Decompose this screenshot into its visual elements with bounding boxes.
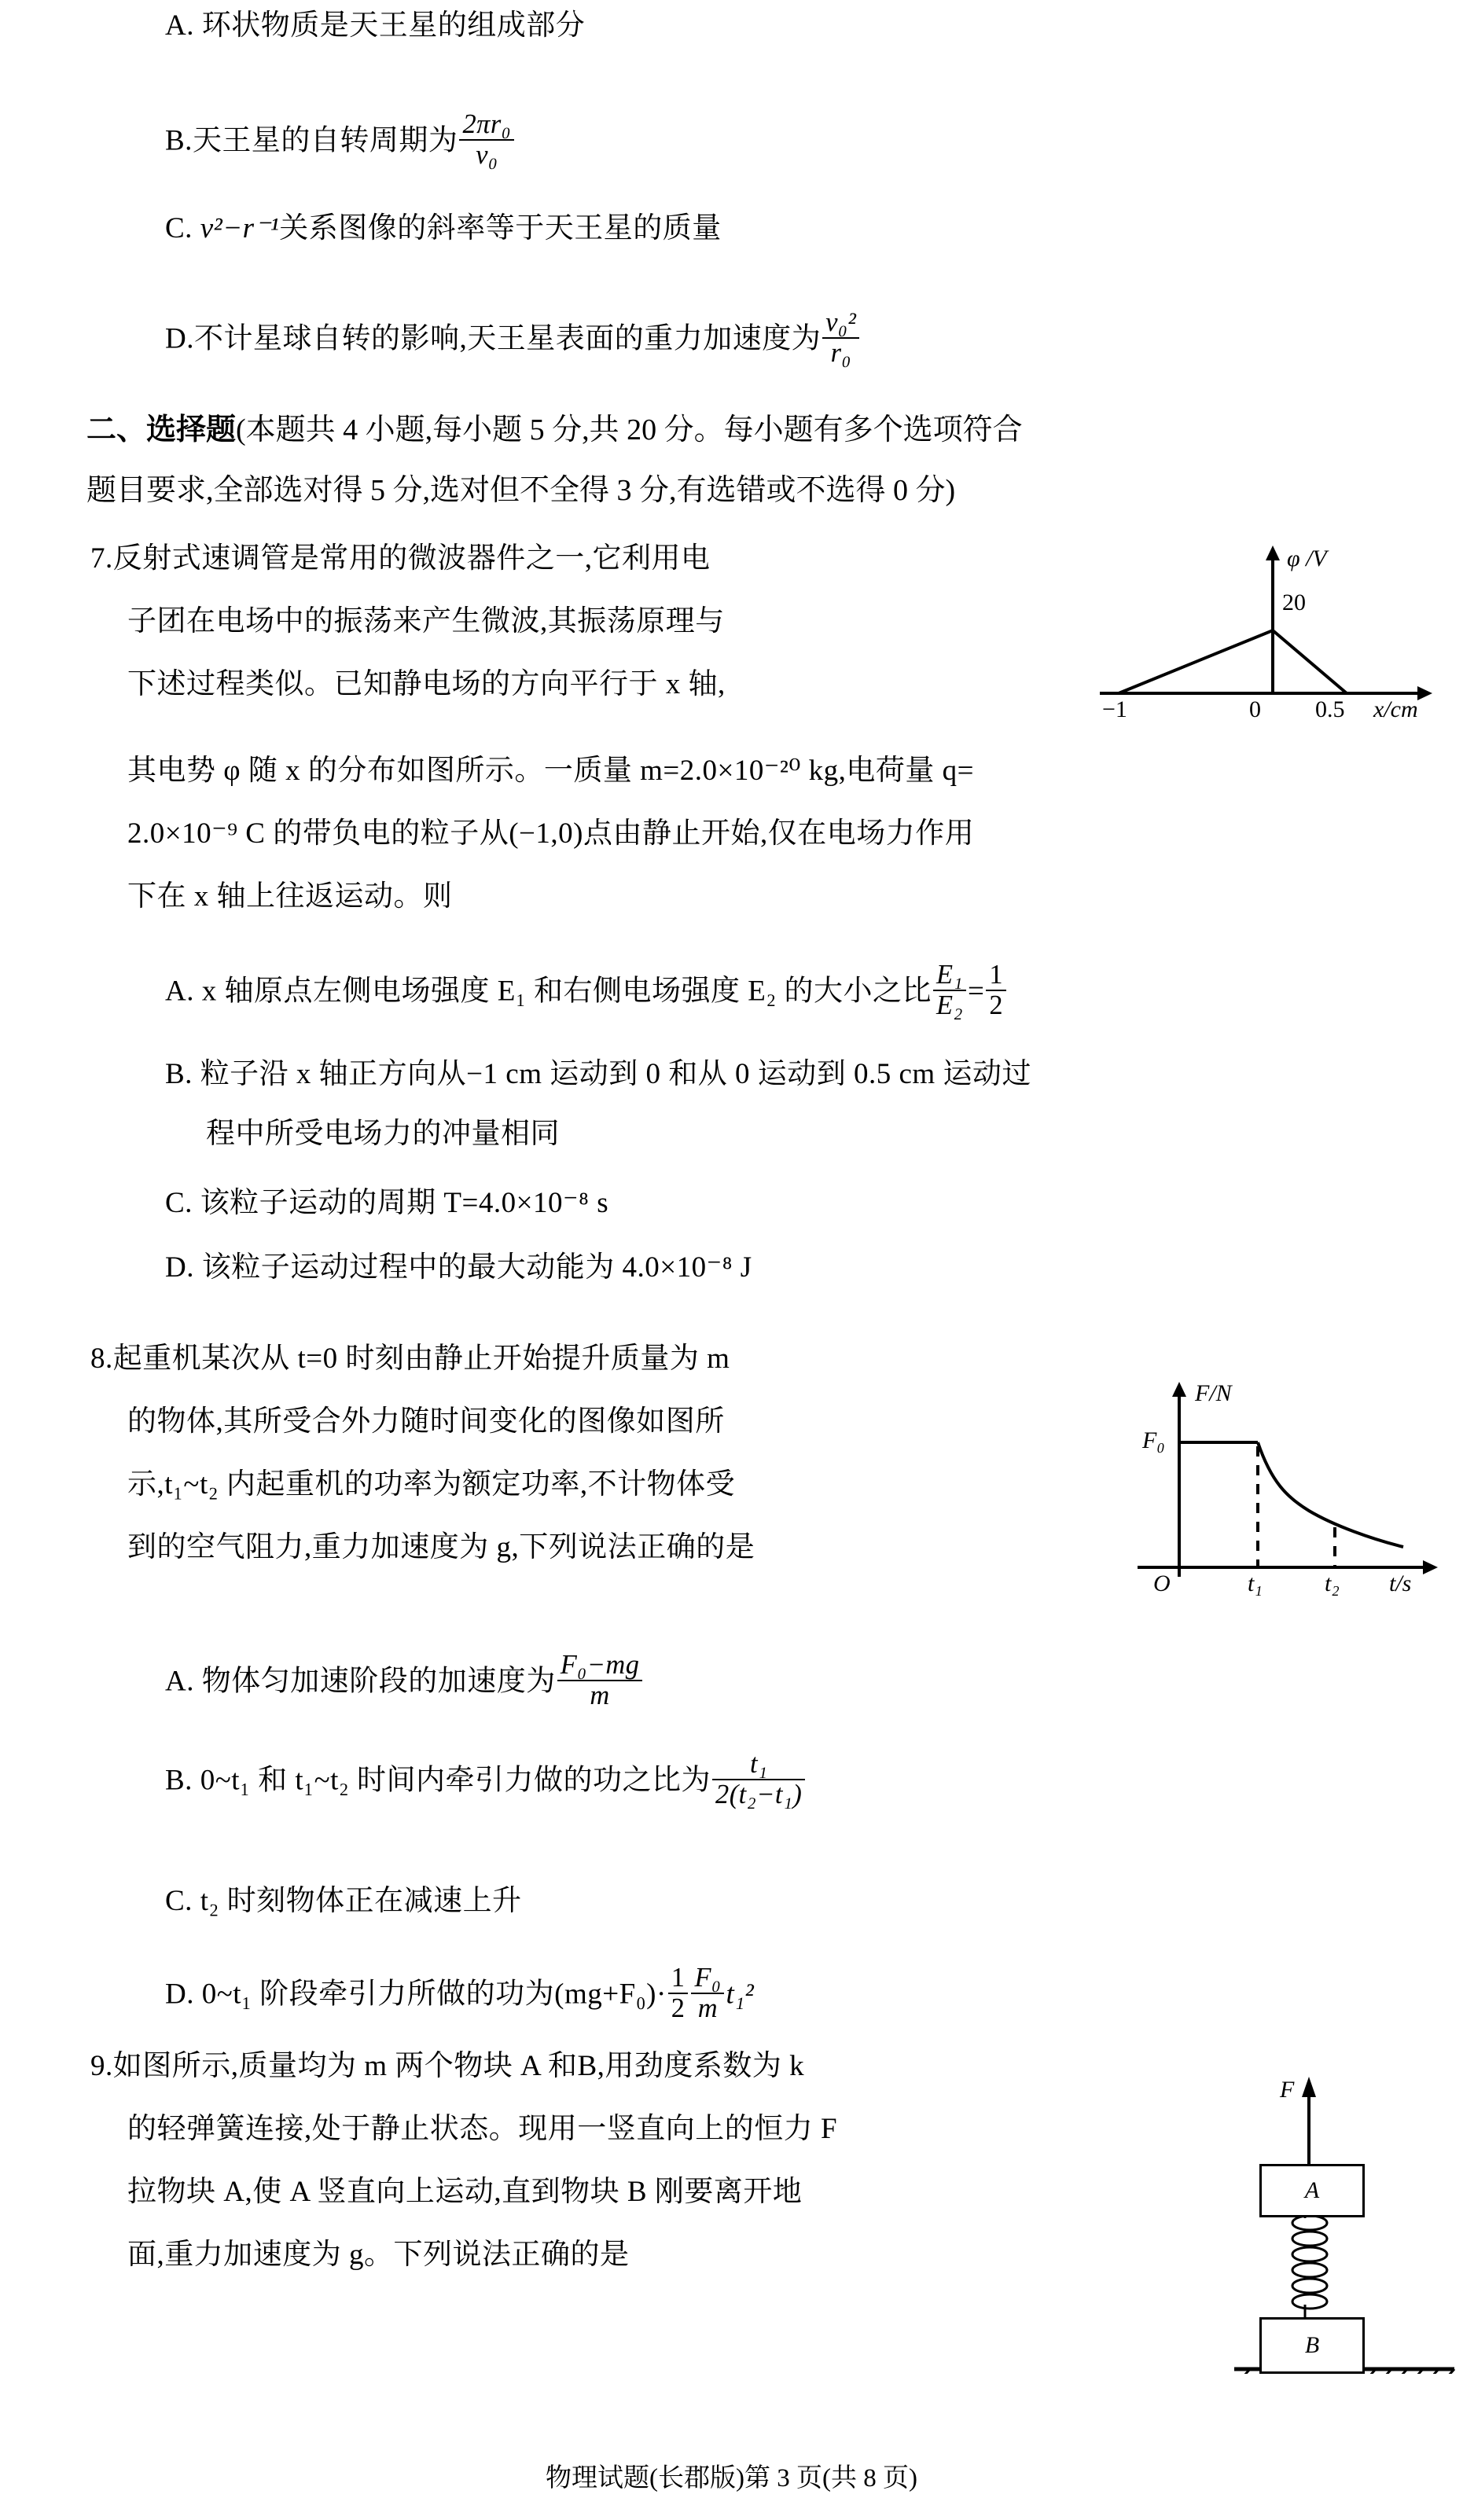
q6-option-d [165, 308, 861, 368]
q7-x-axis-label: x/cm [1373, 696, 1418, 722]
section-heading-desc2: 题目要求,全部选对得 5 分,选对但不全得 3 分,有选错或不选得 0 分) [86, 474, 956, 507]
q7-plot-line [1065, 542, 1458, 711]
q8-body-line-4: 到的空气阻力,重力加速度为 g,下列说法正确的是 [127, 1531, 755, 1563]
q6-option-b-text: 天王星的自转周期为 [192, 124, 458, 157]
q7-number-line [90, 544, 711, 573]
q7-body-row-3 [127, 670, 726, 699]
q8-x-tick-t1: t₁ [1248, 1570, 1263, 1596]
q7-option-a-lhs-numerator: E₁ [936, 960, 963, 990]
section-heading-line1 [86, 405, 1023, 448]
q6-option-c-label: C. [165, 212, 193, 244]
q8-option-d-label: D. [165, 1978, 194, 2011]
q7-x-tick-left: −1 [1102, 696, 1127, 722]
q6-option-a [165, 11, 585, 40]
q7-option-a-fraction-rhs [986, 961, 1006, 1020]
q7-body-row-2 [127, 607, 725, 636]
q8-option-d [165, 1963, 754, 2023]
q7-body-row-6 [127, 882, 453, 911]
q7-body-row-5 [127, 819, 974, 848]
q9-body-row-4 [127, 2240, 630, 2269]
q9-number-line [90, 2052, 804, 2081]
q8-body-row-2 [127, 1407, 725, 1436]
q8-x-tick-t2: t₂ [1325, 1570, 1340, 1596]
q8-option-d-tail: t₁² [726, 1978, 755, 2011]
q7-option-a-equals: = [967, 975, 985, 1008]
q7-option-a-fraction-lhs [933, 961, 966, 1020]
q9-body-line-4: 面,重力加速度为 g。下列说法正确的是 [127, 2239, 630, 2271]
q8-body-line-2: 的物体,其所受合外力随时间变化的图像如图所 [127, 1405, 725, 1438]
q6-option-c-expression: v²−r⁻¹ [200, 212, 280, 244]
q7-body-line-3: 下述过程类似。已知静电场的方向平行于 x 轴, [127, 668, 726, 700]
q8-figure [1089, 1336, 1458, 1596]
q9-body-line-1: 如图所示,质量均为 m 两个物块 A 和B,用劲度系数为 k [112, 2050, 805, 2082]
q8-y-axis-label: F/N [1195, 1380, 1232, 1406]
section-heading-title: 二、选择题 [86, 413, 237, 446]
q7-option-d [165, 1253, 752, 1282]
q7-option-c [165, 1188, 608, 1218]
q7-option-c-label: C. [165, 1187, 193, 1219]
q8-option-c-text: t₂ 时刻物体正在减速上升 [200, 1885, 522, 1917]
q8-option-a-numerator: F₀−mg [560, 1650, 640, 1680]
q7-body-line-6: 下在 x 轴上往返运动。则 [127, 880, 453, 913]
q8-number: 8. [90, 1343, 113, 1375]
q7-body-line-5: 2.0×10⁻⁹ C 的带负电的粒子从(−1,0)点由静止开始,仅在电场力作用 [127, 817, 975, 850]
page-footer [0, 2457, 1463, 2494]
q7-option-a [165, 961, 1008, 1020]
q6-option-a-text: 环状物质是天王星的组成部分 [201, 9, 586, 42]
q7-x-tick-origin: 0 [1249, 696, 1261, 722]
q8-option-a [165, 1651, 644, 1710]
q6-option-d-fraction [822, 308, 859, 368]
q8-option-d-frac1-denominator: 2 [668, 1993, 689, 2023]
q9-block-b [1259, 2317, 1365, 2374]
q9-block-a [1259, 2164, 1365, 2217]
q7-option-d-label: D. [165, 1251, 194, 1284]
q9-force-label: F [1280, 2077, 1295, 2103]
q6-option-d-numerator: v₀² [825, 307, 857, 337]
q8-option-b-label: B. [165, 1764, 193, 1797]
q8-body-row-4 [127, 1533, 755, 1562]
q8-option-d-text: 0~t₁ 阶段牵引力所做的功为(mg+F₀)· [201, 1978, 667, 2011]
q8-y-tick-label: F₀ [1142, 1427, 1165, 1453]
q6-option-b-label: B. [165, 124, 193, 157]
q6-option-a-label: A. [165, 9, 194, 42]
q9-figure [1226, 2044, 1462, 2374]
q8-option-a-text: 物体匀加速阶段的加速度为 [201, 1665, 556, 1698]
q7-body-line-2: 子团在电场中的振荡来产生微波,其振荡原理与 [127, 605, 725, 637]
q8-option-a-label: A. [165, 1665, 194, 1698]
section-heading-line2 [86, 465, 955, 509]
q8-option-d-frac1-numerator: 1 [671, 1963, 686, 1993]
q6-option-d-text: 不计星球自转的影响,天王星表面的重力加速度为 [193, 322, 822, 355]
q7-option-b-label: B. [165, 1058, 193, 1090]
footer-text: 物理试题(长郡版)第 3 页(共 8 页) [546, 2464, 917, 2492]
q7-option-a-rhs-denominator: 2 [986, 990, 1006, 1020]
q8-option-b-fraction [712, 1750, 805, 1809]
q7-option-b-line1: 粒子沿 x 轴正方向从−1 cm 运动到 0 和从 0 运动到 0.5 cm 运动过 [200, 1058, 1031, 1090]
q9-body-row-3 [127, 2177, 802, 2206]
q8-option-b-denominator: 2(t₂−t₁) [712, 1779, 805, 1809]
q9-body-line-2: 的轻弹簧连接,处于静止状态。现用一竖直向上的恒力 F [127, 2113, 838, 2145]
q7-option-b-row1 [165, 1060, 1031, 1089]
q7-y-axis-label: φ /V [1287, 546, 1327, 571]
q8-option-a-denominator: m [557, 1680, 643, 1710]
q9-number: 9. [90, 2050, 113, 2082]
q8-option-c [165, 1886, 522, 1916]
q9-block-a-label: A [1304, 2177, 1320, 2203]
q8-body-line-3: 示,t₁~t₂ 内起重机的功率为额定功率,不计物体受 [127, 1468, 736, 1501]
q8-origin-label: O [1153, 1570, 1171, 1596]
q8-option-d-fraction-half [668, 1963, 689, 2023]
q9-body-line-3: 拉物块 A,使 A 竖直向上运动,直到物块 B 刚要离开地 [127, 2176, 803, 2208]
section-heading-desc1: (本题共 4 小题,每小题 5 分,共 20 分。每小题有多个选项符合 [236, 413, 1023, 446]
q8-option-b [165, 1750, 807, 1809]
q7-body-line-4: 其电势 φ 随 x 的分布如图所示。一质量 m=2.0×10⁻²⁰ kg,电荷量 q= [127, 755, 974, 787]
q6-option-b-numerator: 2πr₀ [462, 109, 512, 139]
q7-option-a-label: A. [165, 975, 194, 1008]
q7-option-a-lhs-denominator: E₂ [933, 990, 966, 1020]
q6-option-c [165, 214, 722, 243]
q8-x-axis-label: t/s [1389, 1570, 1412, 1596]
q6-option-b-fraction [459, 110, 514, 170]
q9-block-b-label: B [1304, 2332, 1320, 2358]
q8-body-row-3 [127, 1470, 735, 1499]
q6-option-d-label: D. [165, 322, 194, 355]
q7-number: 7. [90, 542, 113, 575]
q8-body-line-1: 起重机某次从 t=0 时刻由静止开始提升质量为 m [112, 1343, 730, 1375]
q8-plot-curve [1089, 1336, 1458, 1580]
q8-option-d-frac2-numerator: F₀ [694, 1963, 722, 1993]
q7-option-b-line2: 程中所受电场力的冲量相同 [206, 1118, 560, 1150]
q6-option-b [165, 110, 516, 170]
spring-coils [1292, 2216, 1327, 2309]
q8-option-d-fraction-f0m [691, 1963, 724, 2023]
q6-option-d-denominator: r₀ [822, 337, 859, 368]
q8-number-line [90, 1344, 730, 1373]
q7-option-d-text: 该粒子运动过程中的最大动能为 4.0×10⁻⁸ J [201, 1251, 752, 1284]
q7-body-row-4 [127, 756, 974, 785]
q7-option-a-rhs-numerator: 1 [989, 960, 1004, 990]
q8-option-b-numerator: t₁ [749, 1749, 768, 1779]
q7-figure [1065, 542, 1458, 722]
q9-body-row-2 [127, 2114, 837, 2143]
q7-option-c-text: 该粒子运动的周期 T=4.0×10⁻⁸ s [200, 1187, 609, 1219]
q8-option-c-label: C. [165, 1885, 193, 1917]
q8-option-a-fraction [557, 1651, 643, 1710]
q7-body-line-1: 反射式速调管是常用的微波器件之一,它利用电 [112, 542, 711, 575]
q6-option-c-text: 关系图像的斜率等于天王星的质量 [279, 212, 722, 244]
q8-option-b-text: 0~t₁ 和 t₁~t₂ 时间内牵引力做的功之比为 [200, 1764, 711, 1797]
q7-option-a-text: x 轴原点左侧电场强度 E₁ 和右侧电场强度 E₂ 的大小之比 [201, 975, 932, 1008]
q6-option-b-denominator: v₀ [459, 139, 514, 170]
q7-peak-label: 20 [1282, 590, 1306, 615]
q8-option-d-frac2-denominator: m [691, 1993, 724, 2023]
q7-option-b-row2 [206, 1119, 560, 1148]
q7-x-tick-right: 0.5 [1315, 696, 1345, 722]
